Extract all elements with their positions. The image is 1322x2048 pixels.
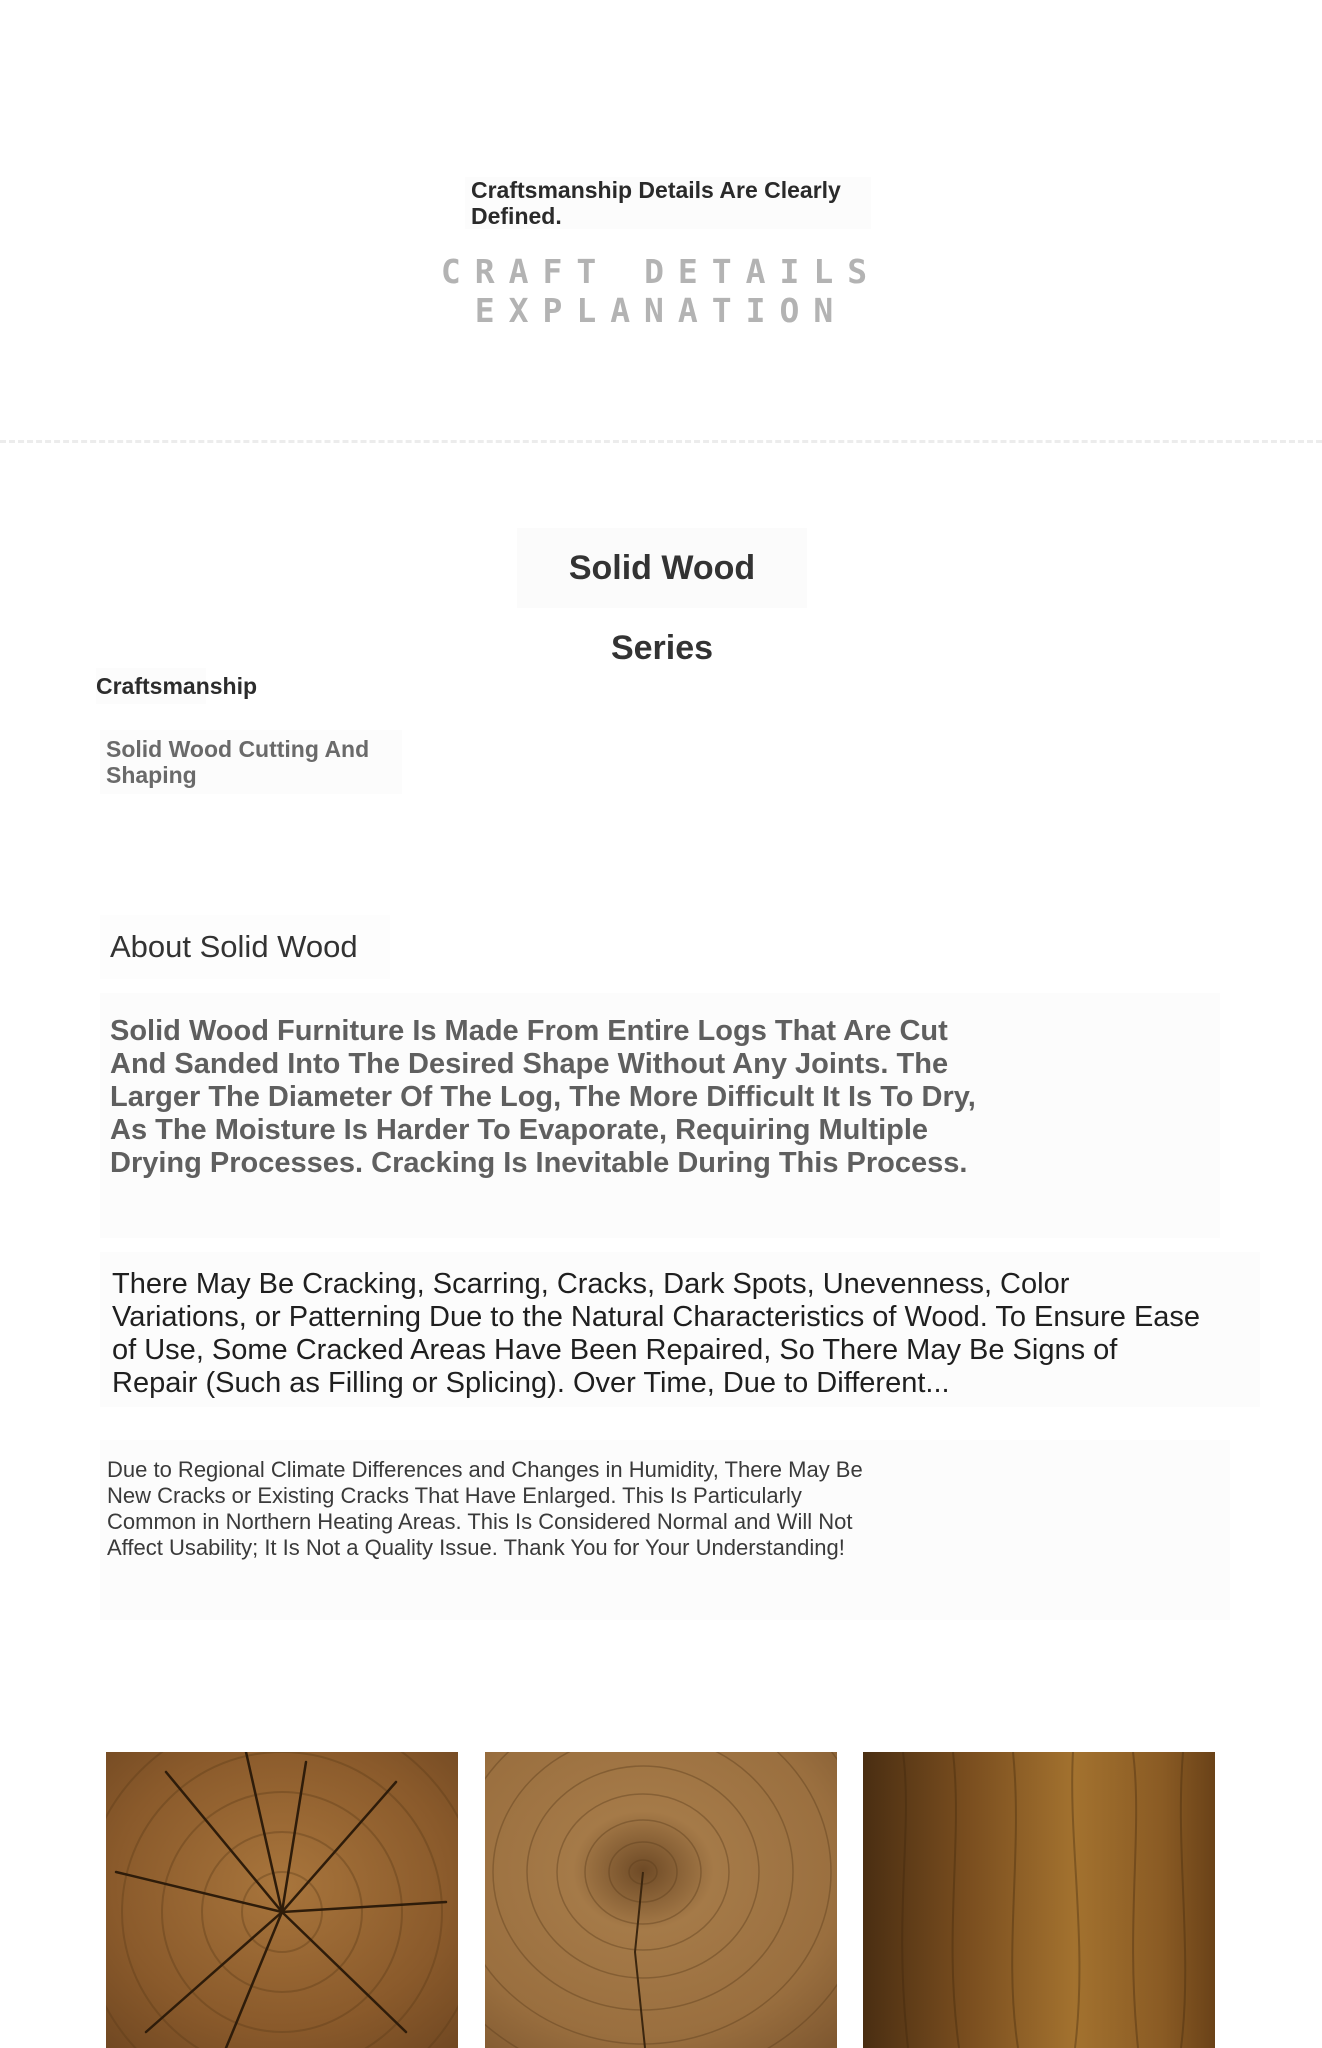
wood-growth-rings-image	[485, 1752, 837, 2048]
about-heading: About Solid Wood	[100, 915, 390, 979]
about-paragraph-1	[100, 993, 1220, 1238]
about-paragraph-2	[100, 1252, 1260, 1407]
about-paragraph-2-text: There May Be Cracking, Scarring, Cracks, Dark Spots, Unevenness, Color Variations, or Patterning Due to the Natural Characteristics of Wood. To Ensure Ease of Use, Some Cracked Areas Have Been Repaired, So There May Be Signs of Repair (Such as Filling or Splicing). Over Time, Due to Different...	[112, 1268, 1201, 1399]
wood-end-grain-photo	[106, 1752, 458, 2048]
header-note: Craftsmanship Details Are Clearly Defined.	[465, 177, 871, 229]
about-paragraph-3-text: Due to Regional Climate Differences and Changes in Humidity, There May Be New Cracks or Existing Cracks That Have Enlarged. This Is Particularly Common in Northern Heating Areas. This Is Considered Normal and Will Not Affect Usability; It Is Not a Quality Issue. Thank You for Your Understanding!	[107, 1457, 863, 1560]
series-title: Solid Wood Series	[517, 528, 807, 608]
wood-growth-rings-photo	[485, 1752, 837, 2048]
about-paragraph-1-text: Solid Wood Furniture Is Made From Entire Logs That Are Cut And Sanded Into The Desired Shape Without Any Joints. The Larger The Diameter Of The Log, The More Difficult It Is To Dry, As The Moisture Is Harder To Evaporate, Requiring Multiple Drying Processes. Cracking Is Inevitable During This Process.	[110, 1015, 976, 1179]
about-paragraph-3	[100, 1440, 1230, 1620]
wood-plank-grain-image	[863, 1752, 1215, 2048]
wood-end-grain-image	[106, 1752, 458, 2048]
section-title-craft-details: CRAFT DETAILS EXPLANATION	[440, 252, 882, 330]
wood-plank-grain-photo	[863, 1752, 1215, 2048]
dashed-divider	[0, 440, 1322, 443]
craftsmanship-label: Craftsmanship	[96, 668, 206, 704]
craftsmanship-item: Solid Wood Cutting And Shaping	[100, 730, 402, 794]
